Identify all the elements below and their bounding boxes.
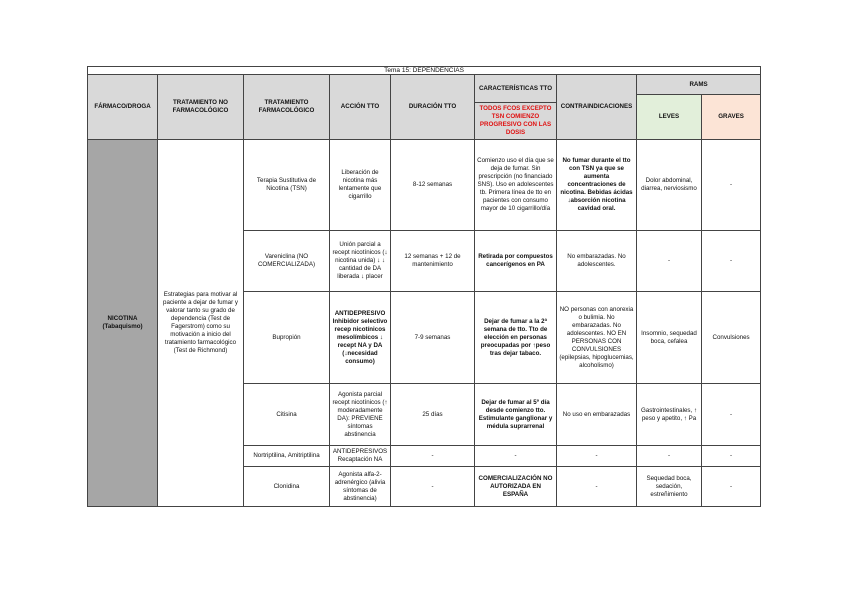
duracion-cell: - xyxy=(391,446,475,467)
header-contraindicaciones: CONTRAINDICACIONES xyxy=(557,75,637,140)
graves-cell: - xyxy=(702,467,761,507)
header-farmaco: FÁRMACO/DROGA xyxy=(88,75,158,140)
duracion-cell: 7-9 semanas xyxy=(391,292,475,384)
header-accion: ACCIÓN TTO xyxy=(330,75,391,140)
contra-cell: - xyxy=(557,467,637,507)
contra-cell: No uso en embarazadas xyxy=(557,384,637,446)
table-row xyxy=(88,140,761,231)
tratamiento-cell: Terapia Sustitutiva de Nicotina (TSN) xyxy=(244,140,330,231)
drug-cell: NICOTINA (Tabaquismo) xyxy=(88,140,158,507)
graves-cell: - xyxy=(702,384,761,446)
header-caracteristicas: CARACTERÍSTICAS TTO xyxy=(475,75,557,103)
graves-cell: - xyxy=(702,140,761,231)
header-duracion: DURACIÓN TTO xyxy=(391,75,475,140)
graves-cell: Convulsiones xyxy=(702,292,761,384)
duracion-cell: 8-12 semanas xyxy=(391,140,475,231)
contra-cell: No fumar durante el tto con TSN ya que se aumenta concentraciones de nicotina. Bebidas ácidas ↓absorción nicotina cavidad oral. xyxy=(557,140,637,231)
leves-cell: Gastrointestinales, ↑ peso y apetito, ↑ Pa xyxy=(637,384,702,446)
duracion-cell: - xyxy=(391,467,475,507)
leves-cell: Insomnio, sequedad boca, cefalea xyxy=(637,292,702,384)
duracion-cell: 12 semanas + 12 de mantenimiento xyxy=(391,231,475,292)
accion-cell: ANTIDEPRESIVO Inhibidor selectivo recep nicotínicos mesolímbicos ↓ recept NA y DA (↓necesidad consumo) xyxy=(330,292,391,384)
tratamiento-cell: Citisina xyxy=(244,384,330,446)
graves-cell: - xyxy=(702,231,761,292)
leves-cell: - xyxy=(637,231,702,292)
tratamiento-cell: Nortriptilina, Amitriptilina xyxy=(244,446,330,467)
contra-cell: - xyxy=(557,446,637,467)
leves-cell: Dolor abdominal, diarrea, nerviosismo xyxy=(637,140,702,231)
leves-cell: - xyxy=(637,446,702,467)
caracteristicas-cell: Dejar de fumar a la 2ª semana de tto. Tto de elección en personas preocupadas por ↑peso tras dejar tabaco. xyxy=(475,292,557,384)
leves-cell: Sequedad boca, sedación, estreñimiento xyxy=(637,467,702,507)
accion-cell: Agonista alfa-2-adrenérgico (alivia síntomas de abstinencia) xyxy=(330,467,391,507)
no-pharm-cell: Estrategias para motivar al paciente a dejar de fumar y valorar tanto su grado de dependencia (Test de Fagerstrom) como su motivación a inicio del tratamiento farmacológico (Test de Richmond) xyxy=(158,140,244,507)
tratamiento-cell: Vareniclina (NO COMERCIALIZADA) xyxy=(244,231,330,292)
caracteristicas-cell: Retirada por compuestos cancerígenos en PA xyxy=(475,231,557,292)
duracion-cell: 25 días xyxy=(391,384,475,446)
header-rams: RAMS xyxy=(637,75,761,95)
header-leves: LEVES xyxy=(637,95,702,140)
accion-cell: Unión parcial a recept nicotínicos (↓ nicotina unida) ↓ ↓ cantidad de DA liberada ↓ placer xyxy=(330,231,391,292)
dependencias-table xyxy=(87,66,761,507)
header-graves: GRAVES xyxy=(702,95,761,140)
caracteristicas-cell: - xyxy=(475,446,557,467)
tratamiento-cell: Bupropión xyxy=(244,292,330,384)
caracteristicas-cell: Dejar de fumar al 5º día desde comienzo tto. Estimulante ganglionar y médula suprarrenal xyxy=(475,384,557,446)
caracteristicas-cell: Comienzo uso el día que se deja de fumar. Sin prescripción (no financiado SNS). Uso en adolescentes tb. Primera línea de tto en pacientes con consumo mayor de 10 cigarrillo/día xyxy=(475,140,557,231)
caracteristicas-cell: COMERCIALIZACIÓN NO AUTORIZADA EN ESPAÑA xyxy=(475,467,557,507)
graves-cell: - xyxy=(702,446,761,467)
contra-cell: NO personas con anorexia o bulimia. No embarazadas. No adolescentes. NO EN PERSONAS CON CONVULSIONES (epilepsias, hipoglucemias, alcoholismo) xyxy=(557,292,637,384)
header-tratamiento-farmacologico: TRATAMIENTO FARMACOLÓGICO xyxy=(244,75,330,140)
table-title: Tema 15: DEPENDENCIAS xyxy=(88,67,761,75)
accion-cell: Agonista parcial recept nicotínicos (↑ moderadamente DA): PREVIENE síntomas abstinencia xyxy=(330,384,391,446)
header-caracteristicas-note: TODOS FCOS EXCEPTO TSN COMIENZO PROGRESIVO CON LAS DOSIS xyxy=(475,103,557,140)
contra-cell: No embarazadas. No adolescentes. xyxy=(557,231,637,292)
header-tratamiento-no-farmacologico: TRATAMIENTO NO FARMACOLÓGICO xyxy=(158,75,244,140)
tratamiento-cell: Clonidina xyxy=(244,467,330,507)
accion-cell: Liberación de nicotina más lentamente que cigarrillo xyxy=(330,140,391,231)
accion-cell: ANTIDEPRESIVOS Recaptación NA xyxy=(330,446,391,467)
